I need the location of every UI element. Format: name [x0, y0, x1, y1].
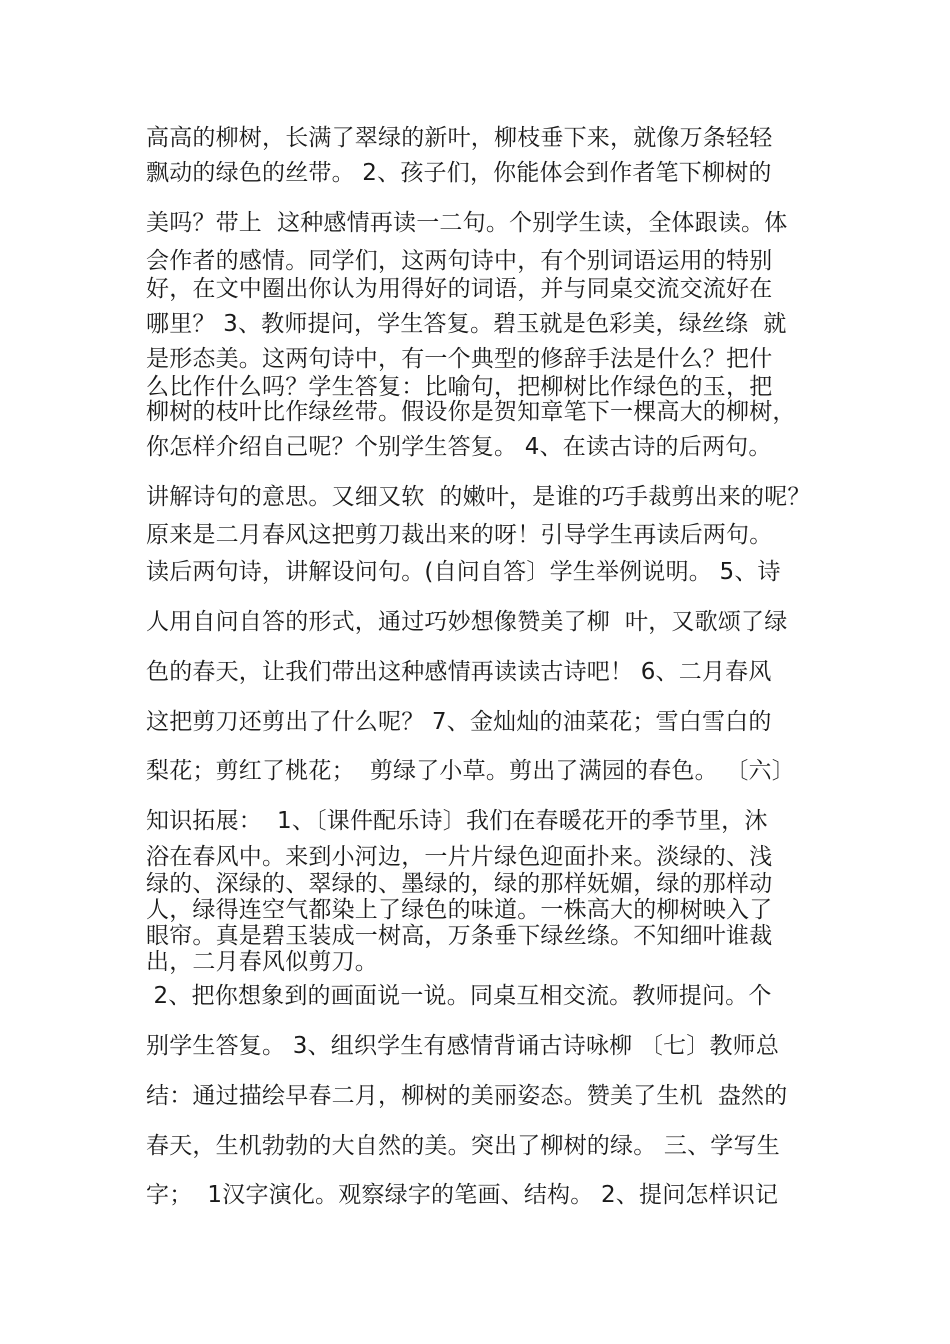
text-line: 是形态美。这两句诗中，有一个典型的修辞手法是什么？把什 [146, 346, 773, 372]
text-line: 春天，生机勃勃的大自然的美。突出了柳树的绿。 三、学写生 [146, 1133, 780, 1159]
text-line: 字； 1汉字演化。观察绿字的笔画、结构。 2、提问怎样识记 [146, 1182, 779, 1208]
text-line: 人，绿得连空气都染上了绿色的味道。一株高大的柳树映入了 [146, 897, 773, 923]
text-line: 么比作什么吗？学生答复：比喻句，把柳树比作绿色的玉，把 [146, 374, 773, 400]
text-line: 飘动的绿色的丝带。 2、孩子们，你能体会到作者笔下柳树的 [146, 160, 772, 186]
text-line: 人用自问自答的形式，通过巧妙想像赞美了柳 叶，又歌颂了绿 [146, 609, 788, 635]
text-line: 绿的、深绿的、翠绿的、墨绿的，绿的那样妩媚，绿的那样动 [146, 871, 773, 897]
text-line: 眼帘。真是碧玉装成一树高，万条垂下绿丝绦。不知细叶谁裁 [146, 923, 773, 949]
text-line: 这把剪刀还剪出了什么呢？ 7、金灿灿的油菜花；雪白雪白的 [146, 709, 772, 735]
text-line: 出，二月春风似剪刀。 [146, 949, 378, 975]
text-line: 结：通过描绘早春二月，柳树的美丽姿态。赞美了生机 盎然的 [146, 1083, 788, 1109]
text-line: 好，在文中圈出你认为用得好的词语，并与同桌交流交流好在 [146, 276, 773, 302]
text-line: 哪里？ 3、教师提问，学生答复。碧玉就是色彩美，绿丝绦 就 [146, 311, 787, 337]
text-line: 色的春天，让我们带出这种感情再读读古诗吧！ 6、二月春风 [146, 659, 772, 685]
text-line: 美吗？带上 这种感情再读一二句。个别学生读，全体跟读。体 [146, 210, 788, 236]
text-line: 别学生答复。 3、组织学生有感情背诵古诗咏柳 〔七〕教师总 [146, 1033, 780, 1059]
text-line: 读后两句诗，讲解设问句。(自问自答〕学生举例说明。 5、诗 [146, 559, 781, 585]
text-line: 讲解诗句的意思。又细又软 的嫩叶，是谁的巧手裁剪出来的呢？ [146, 484, 811, 510]
text-line: 知识拓展： 1、〔课件配乐诗〕我们在春暖花开的季节里，沐 [146, 808, 768, 834]
text-line: 会作者的感情。同学们，这两句诗中，有个别词语运用的特别 [146, 248, 773, 274]
text-line: 高高的柳树，长满了翠绿的新叶，柳枝垂下来，就像万条轻轻 [146, 125, 773, 151]
text-line: 2、把你想象到的画面说一说。同桌互相交流。教师提问。个 [146, 983, 772, 1009]
text-line: 浴在春风中。来到小河边，一片片绿色迎面扑来。淡绿的、浅 [146, 844, 773, 870]
text-line: 原来是二月春风这把剪刀裁出来的呀！引导学生再读后两句。 [146, 522, 773, 548]
text-line: 你怎样介绍自己呢？个别学生答复。 4、在读古诗的后两句。 [146, 434, 772, 460]
text-line: 梨花；剪红了桃花； 剪绿了小草。剪出了满园的春色。 〔六〕 [146, 758, 795, 784]
text-line: 柳树的枝叶比作绿丝带。假设你是贺知章笔下一棵高大的柳树， [146, 399, 796, 425]
